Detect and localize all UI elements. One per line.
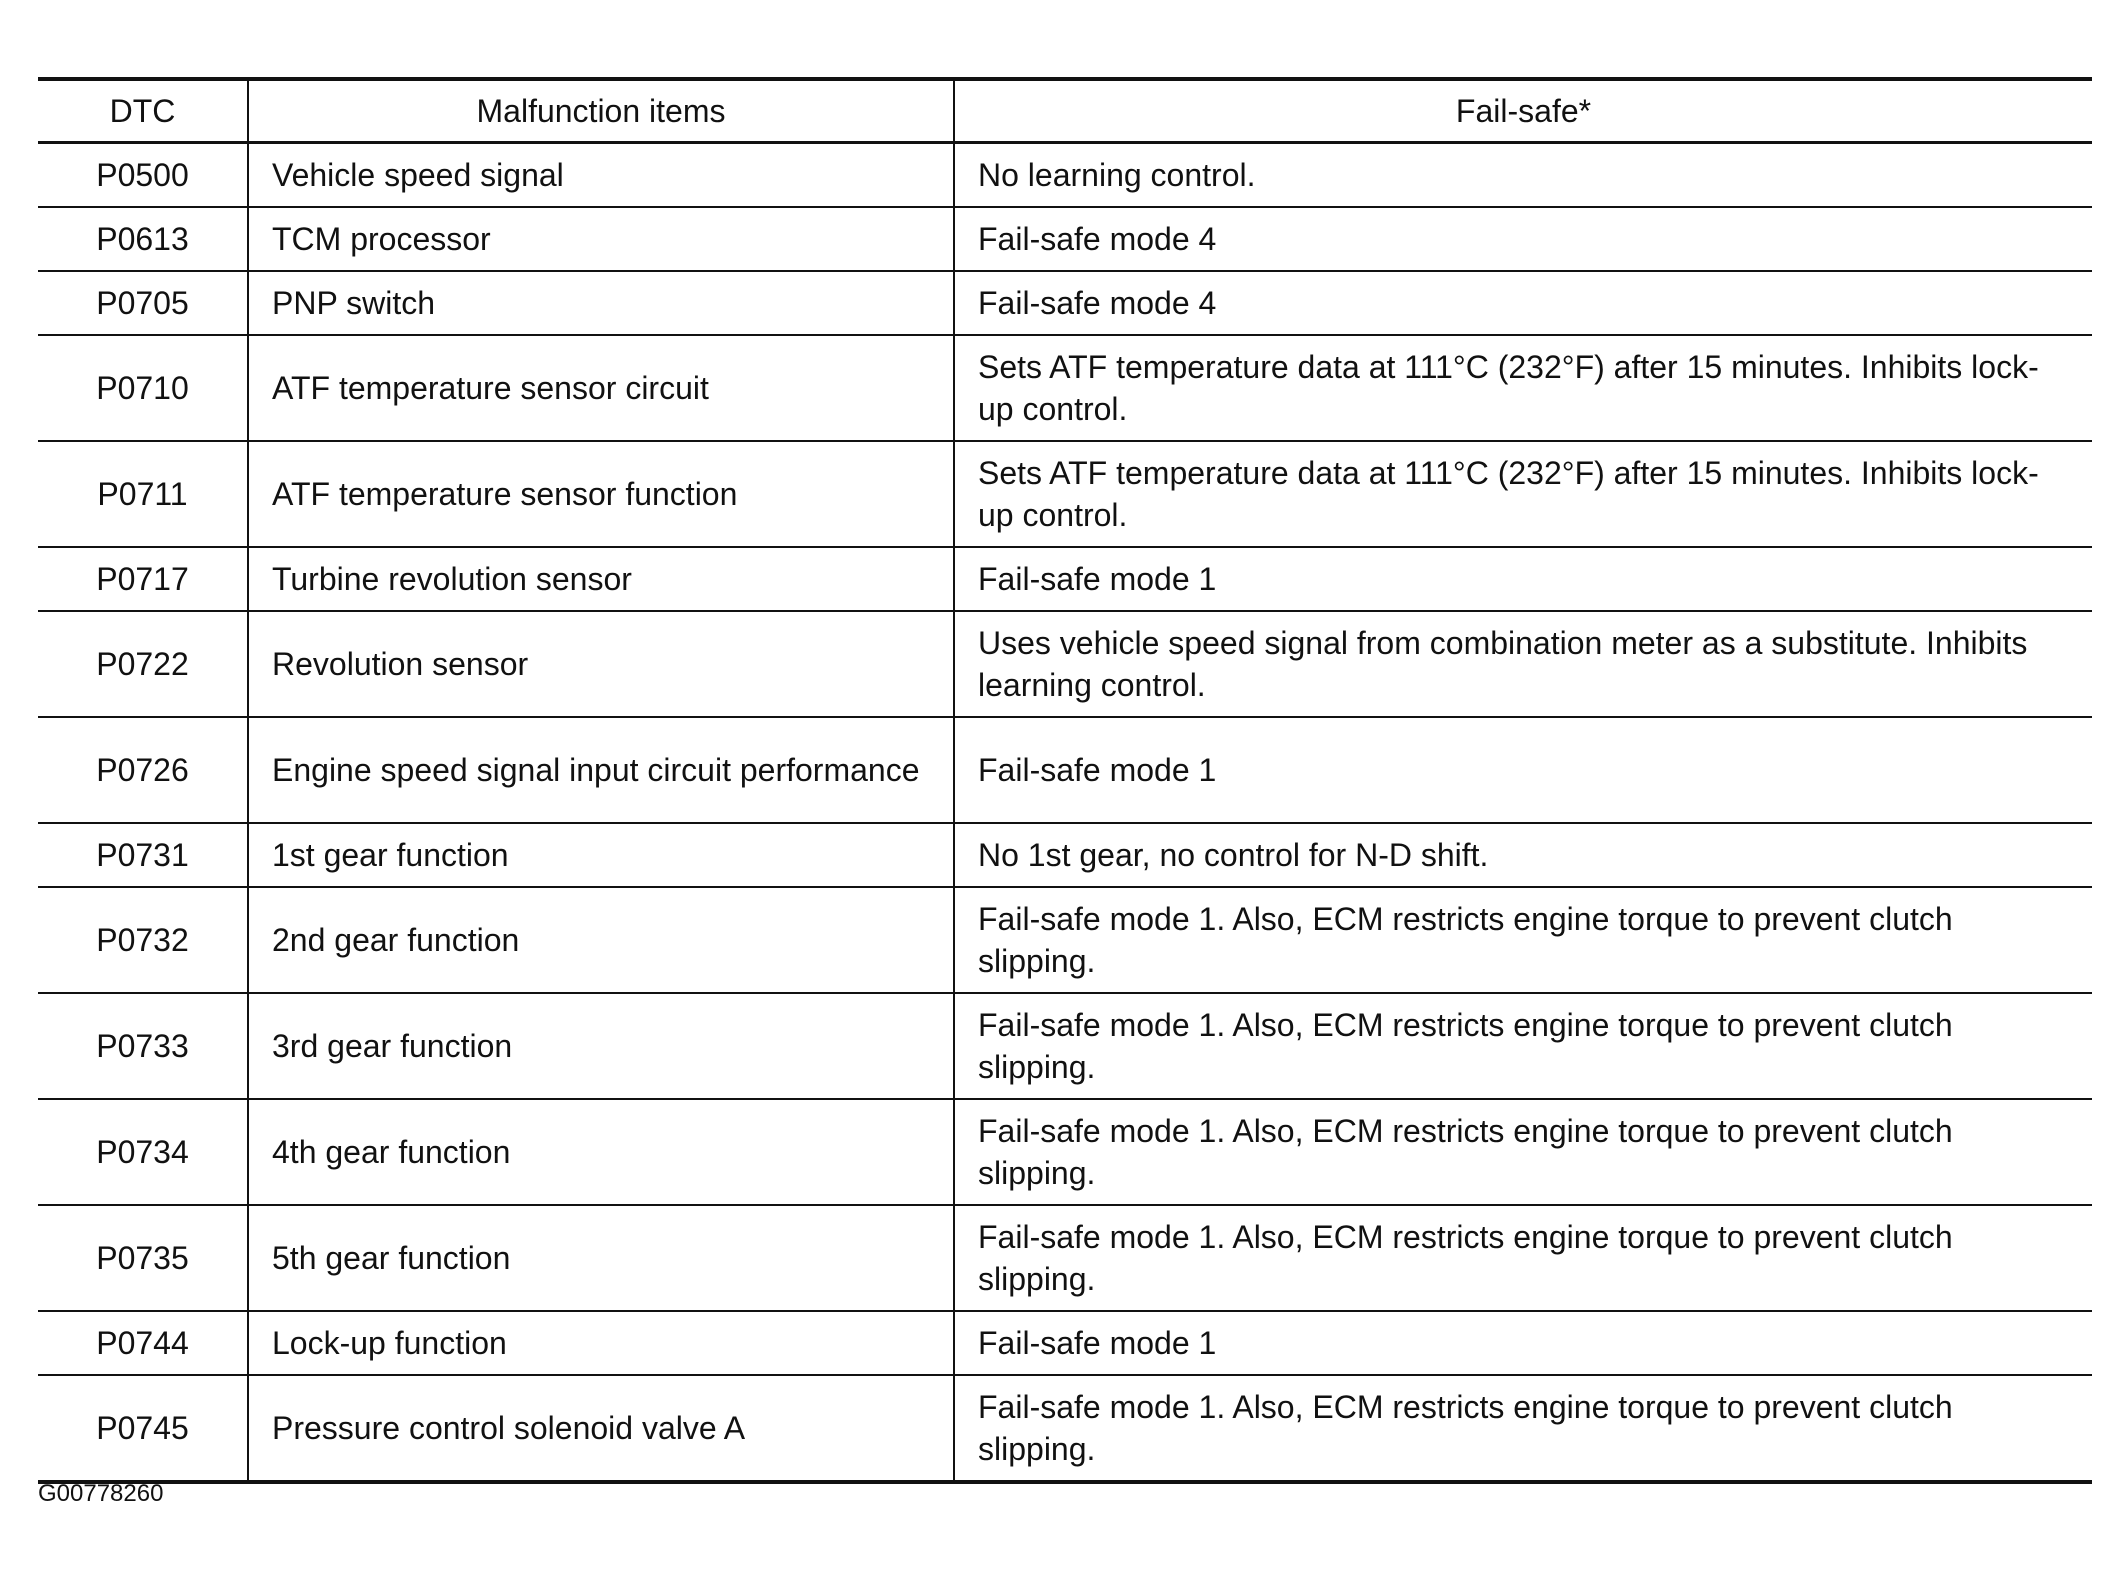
header-row	[38, 79, 2092, 143]
header-dtc: DTC	[38, 79, 248, 143]
malfunction-item: Revolution sensor	[248, 611, 954, 717]
dtc-code: P0734	[38, 1099, 248, 1205]
dtc-code: P0500	[38, 143, 248, 208]
fail-safe-action: Sets ATF temperature data at 111°C (232°F) after 15 minutes. Inhibits lock-up control.	[954, 441, 2092, 547]
dtc-code: P0732	[38, 887, 248, 993]
dtc-code: P0717	[38, 547, 248, 611]
fail-safe-action: Fail-safe mode 1	[954, 1311, 2092, 1375]
dtc-code: P0733	[38, 993, 248, 1099]
dtc-code: P0705	[38, 271, 248, 335]
dtc-code: P0745	[96, 1410, 189, 1446]
malfunction-item: 4th gear function	[248, 1099, 954, 1205]
malfunction-item: 1st gear function	[248, 823, 954, 887]
dtc-code: P0744	[38, 1311, 248, 1375]
malfunction-item: ATF temperature sensor circuit	[248, 335, 954, 441]
table-row	[38, 611, 2092, 717]
malfunction-item: ATF temperature sensor function	[248, 441, 954, 547]
table-row	[38, 887, 2092, 993]
fail-safe-action: Fail-safe mode 1	[954, 717, 2092, 823]
table-row	[38, 1099, 2092, 1205]
fail-safe-action: Fail-safe mode 1. Also, ECM restricts engine torque to prevent clutch slipping.	[954, 1099, 2092, 1205]
table-row	[38, 1311, 2092, 1375]
fail-safe-action: No 1st gear, no control for N-D shift.	[954, 823, 2092, 887]
table-row	[38, 993, 2092, 1099]
malfunction-item: 5th gear function	[248, 1205, 954, 1311]
malfunction-item: Turbine revolution sensor	[248, 547, 954, 611]
fail-safe-action: Fail-safe mode 1. Also, ECM restricts engine torque to prevent clutch slipping.	[954, 1205, 2092, 1311]
header-malfunction-items: Malfunction items	[248, 79, 954, 143]
table-row	[38, 207, 2092, 271]
malfunction-item: Pressure control solenoid valve A	[248, 1375, 954, 1482]
table-row	[38, 271, 2092, 335]
figure-id: G00778260	[38, 1480, 164, 1507]
table-row	[38, 1375, 2092, 1482]
table-row	[38, 823, 2092, 887]
dtc-failsafe-table	[38, 77, 2092, 1484]
dtc-code: P0710	[38, 335, 248, 441]
dtc-code: P0735	[38, 1205, 248, 1311]
fail-safe-action: Fail-safe mode 4	[954, 271, 2092, 335]
table-row	[38, 717, 2092, 823]
table-row	[38, 547, 2092, 611]
malfunction-item: Engine speed signal input circuit performance	[248, 717, 954, 823]
table-row	[38, 143, 2092, 208]
table-row	[38, 441, 2092, 547]
malfunction-item: PNP switch	[248, 271, 954, 335]
table-row	[38, 1205, 2092, 1311]
dtc-code: P0731	[38, 823, 248, 887]
fail-safe-action: No learning control.	[954, 143, 2092, 208]
fail-safe-action: Sets ATF temperature data at 111°C (232°F) after 15 minutes. Inhibits lock-up control.	[954, 335, 2092, 441]
fail-safe-action: Fail-safe mode 1. Also, ECM restricts engine torque to prevent clutch slipping.	[954, 1375, 2092, 1482]
malfunction-item: 2nd gear function	[248, 887, 954, 993]
fail-safe-action: Fail-safe mode 4	[954, 207, 2092, 271]
fail-safe-action: Uses vehicle speed signal from combination meter as a substitute. Inhibits learning control.	[954, 611, 2092, 717]
dtc-code: P0711	[38, 441, 248, 547]
malfunction-item: Vehicle speed signal	[248, 143, 954, 208]
header-fail-safe: Fail-safe*	[954, 79, 2092, 143]
fail-safe-action: Fail-safe mode 1	[954, 547, 2092, 611]
malfunction-item: TCM processor	[248, 207, 954, 271]
malfunction-item: Lock-up function	[248, 1311, 954, 1375]
malfunction-item: 3rd gear function	[248, 993, 954, 1099]
dtc-code: P0613	[38, 207, 248, 271]
table-row	[38, 335, 2092, 441]
dtc-code: P0722	[38, 611, 248, 717]
dtc-code: P0726	[38, 717, 248, 823]
fail-safe-action: Fail-safe mode 1. Also, ECM restricts engine torque to prevent clutch slipping.	[954, 993, 2092, 1099]
fail-safe-action: Fail-safe mode 1. Also, ECM restricts engine torque to prevent clutch slipping.	[954, 887, 2092, 993]
